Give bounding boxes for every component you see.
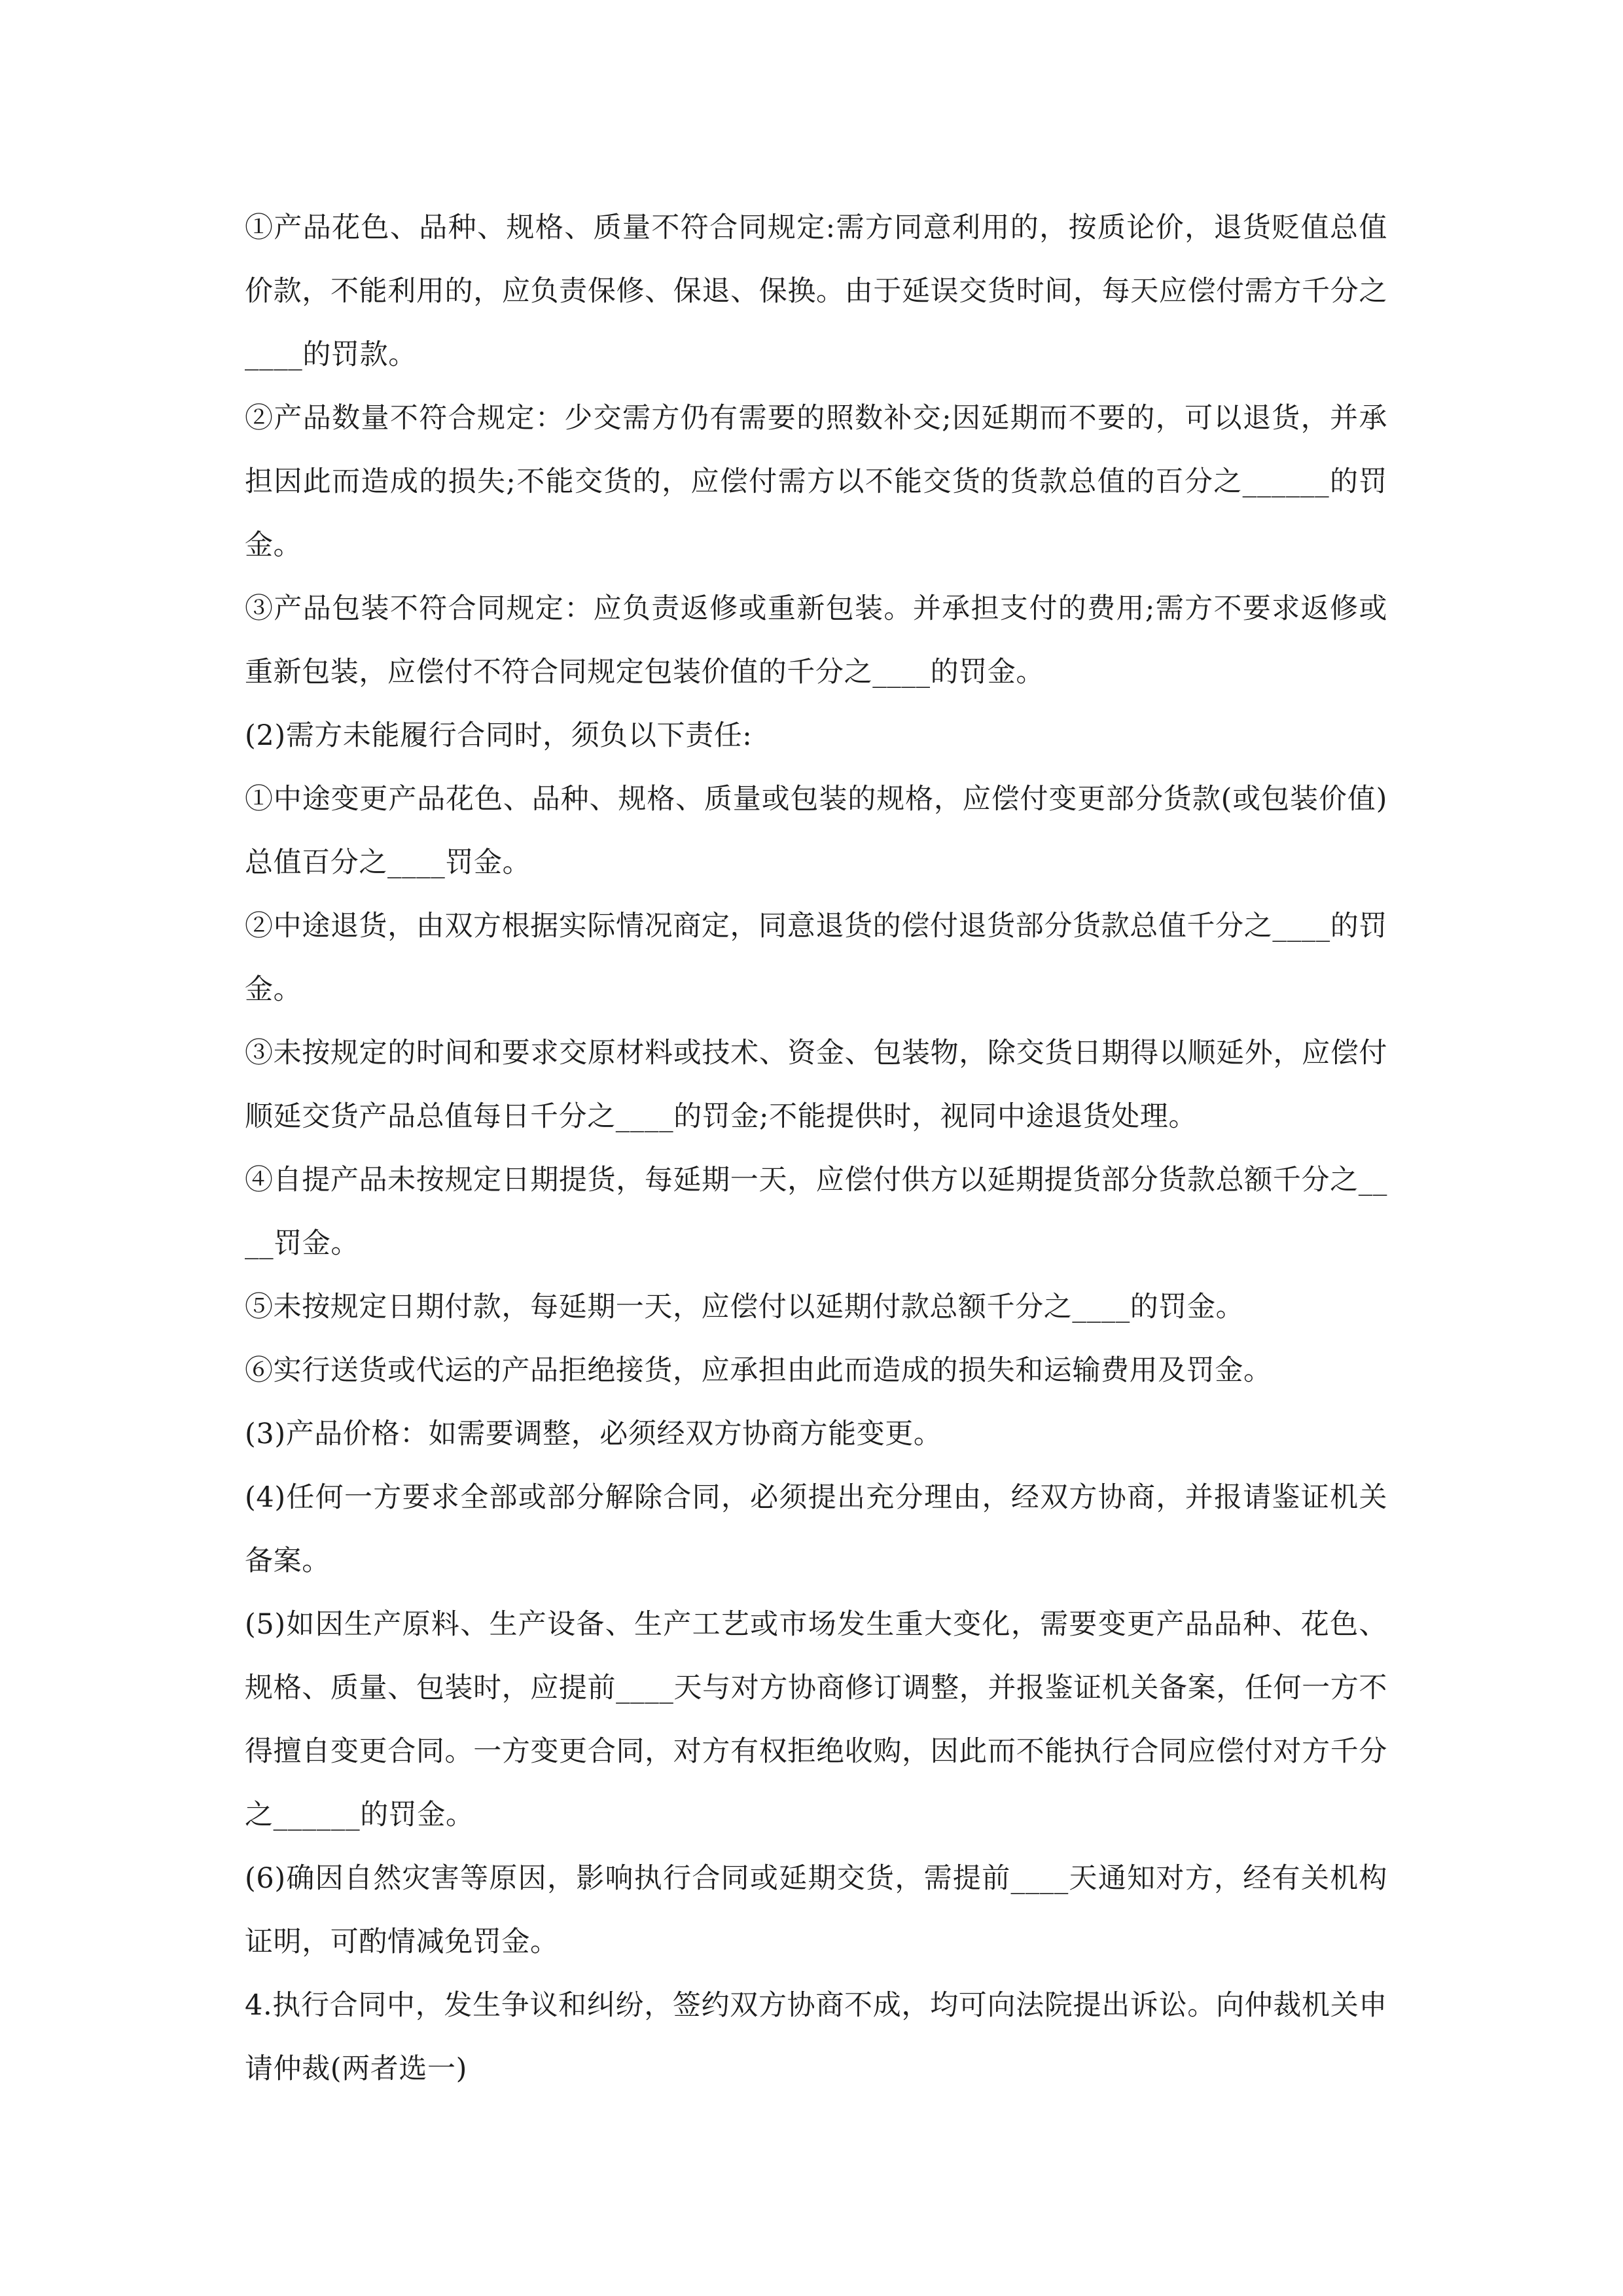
clause-supplier-packaging-mismatch: ③产品包装不符合同规定：应负责返修或重新包装。并承担支付的费用;需方不要求返修或重新包装，应偿付不符合同规定包装价值的千分之____的罚金。	[245, 592, 1387, 689]
clause-buyer-midway-change: ①中途变更产品花色、品种、规格、质量或包装的规格，应偿付变更部分货款(或包装价值)总值百分之____罚金。	[245, 783, 1387, 879]
clause-buyer-midway-return: ②中途退货，由双方根据实际情况商定，同意退货的偿付退货部分货款总值千分之____的罚金。	[245, 910, 1387, 1006]
clause-buyer-payment-delay: ⑤未按规定日期付款，每延期一天，应偿付以延期付款总额千分之____的罚金。	[245, 1291, 1245, 1323]
section-dispute-resolution: 4.执行合同中，发生争议和纠纷，签约双方协商不成，均可向法院提出诉讼。向仲裁机关申请仲裁(两者选一)	[245, 1989, 1387, 2085]
clause-supplier-quality-mismatch: ①产品花色、品种、规格、质量不符合同规定:需方同意利用的，按质论价，退货贬值总值价款，不能利用的，应负责保修、保退、保换。由于延误交货时间，每天应偿付需方千分之____的罚款。	[245, 211, 1387, 371]
clause-buyer-refuse-delivery: ⑥实行送货或代运的产品拒绝接货，应承担由此而造成的损失和运输费用及罚金。	[245, 1354, 1272, 1387]
section-contract-modification: (5)如因生产原料、生产设备、生产工艺或市场发生重大变化，需要变更产品品种、花色、规格、质量、包装时，应提前____天与对方协商修订调整，并报鉴证机关备案，任何一方不得擅自变更合同。一方变更合同，对方有权拒绝收购，因此而不能执行合同应偿付对方千分之______的罚金。	[245, 1608, 1387, 1831]
section-contract-termination: (4)任何一方要求全部或部分解除合同，必须提出充分理由，经双方协商，并报请鉴证机关备案。	[245, 1481, 1387, 1577]
section-buyer-liability-heading: (2)需方未能履行合同时，须负以下责任:	[245, 719, 753, 752]
document-body	[245, 196, 1387, 2101]
section-product-price: (3)产品价格：如需要调整，必须经双方协商方能变更。	[245, 1418, 942, 1450]
clause-supplier-quantity-mismatch: ②产品数量不符合规定：少交需方仍有需要的照数补交;因延期而不要的，可以退货，并承担因此而造成的损失;不能交货的，应偿付需方以不能交货的货款总值的百分之______的罚金。	[245, 402, 1387, 562]
section-force-majeure: (6)确因自然灾害等原因，影响执行合同或延期交货，需提前____天通知对方，经有关机构证明，可酌情减免罚金。	[245, 1862, 1387, 1958]
clause-buyer-pickup-delay: ④自提产品未按规定日期提货，每延期一天，应偿付供方以延期提货部分货款总额千分之____罚金。	[245, 1164, 1387, 1260]
clause-buyer-materials-delay: ③未按规定的时间和要求交原材料或技术、资金、包装物，除交货日期得以顺延外，应偿付顺延交货产品总值每日千分之____的罚金;不能提供时，视同中途退货处理。	[245, 1037, 1387, 1133]
